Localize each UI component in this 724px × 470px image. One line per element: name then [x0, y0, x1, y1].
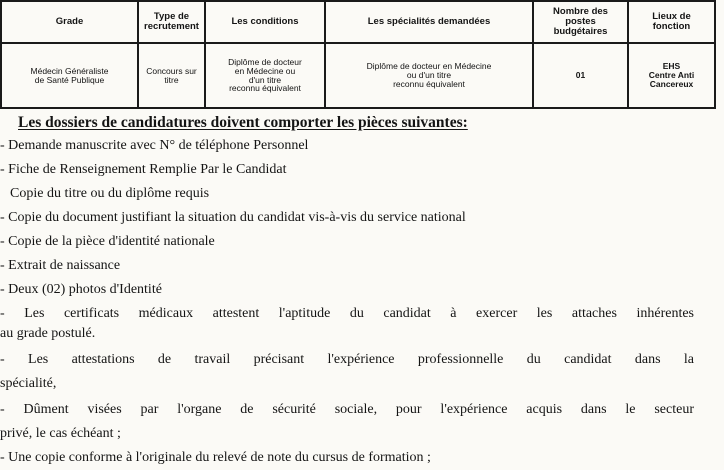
header-grade: Grade [1, 1, 138, 43]
list-item: - Les attestations de travail précisant l'expérience professionnelle du candidat dans la [0, 352, 694, 367]
positions-table [0, 0, 716, 109]
documents-heading: Les dossiers de candidatures doivent comporter les pièces suivantes: [18, 114, 468, 131]
table-row [1, 43, 715, 108]
list-item-continuation: spécialité, [0, 376, 57, 391]
header-conditions: Les conditions [205, 1, 325, 43]
cell-specialites: Diplôme de docteur en Médecine ou d'un titre reconnu équivalent [325, 43, 533, 108]
cell-postes-budgetaires: 01 [533, 43, 628, 108]
header-type-recrutement: Type de recrutement [138, 1, 205, 43]
list-item: - Les certificats médicaux attestent l'aptitude du candidat à exercer les attaches inhérentes [0, 306, 694, 321]
header-specialites: Les spécialités demandées [325, 1, 533, 43]
list-item: - Deux (02) photos d'Identité [0, 282, 162, 297]
list-item-continuation: au grade postulé. [0, 326, 96, 341]
list-item: Copie du titre ou du diplôme requis [10, 186, 210, 201]
list-item: - Extrait de naissance [0, 258, 121, 273]
list-item: - Copie du document justifiant la situation du candidat vis-à-vis du service national [0, 210, 466, 225]
list-item-continuation: privé, le cas échéant ; [0, 426, 121, 441]
cell-grade: Médecin Généraliste de Santé Publique [1, 43, 138, 108]
cell-lieux-fonction: EHS Centre Anti Cancereux [628, 43, 715, 108]
list-item: - Demande manuscrite avec N° de téléphone Personnel [0, 138, 309, 153]
cell-type-recrutement: Concours sur titre [138, 43, 205, 108]
header-lieux-fonction: Lieux de fonction [628, 1, 715, 43]
list-item: - Fiche de Renseignement Remplie Par le Candidat [0, 162, 287, 177]
table-header-row [1, 1, 715, 43]
cell-conditions: Diplôme de docteur en Médecine ou d'un titre reconnu équivalent [205, 43, 325, 108]
list-item: - Dûment visées par l'organe de sécurité sociale, pour l'expérience acquis dans le secteur [0, 402, 694, 417]
list-item: - Copie de la pièce d'identité nationale [0, 234, 215, 249]
list-item: - Une copie conforme à l'originale du relevé de note du cursus de formation ; [0, 450, 431, 465]
header-postes-budgetaires: Nombre des postes budgétaires [533, 1, 628, 43]
